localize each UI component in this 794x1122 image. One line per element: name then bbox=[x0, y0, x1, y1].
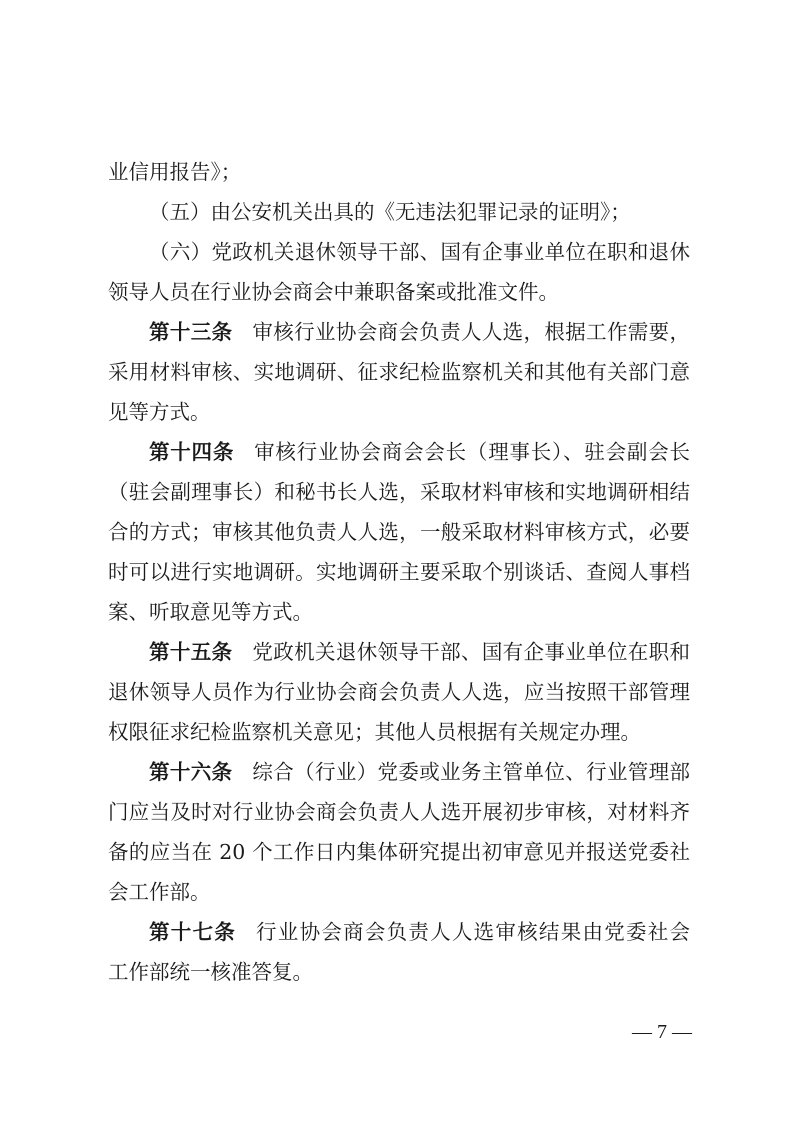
text-line bbox=[108, 960, 690, 984]
text-line bbox=[108, 280, 690, 304]
text-line bbox=[108, 360, 690, 384]
text-line bbox=[149, 200, 690, 224]
line-text: 采用材料审核、实地调研、征求纪检监察机关和其他有关部门意 bbox=[108, 360, 690, 384]
article-heading: 第十七条 bbox=[149, 920, 237, 944]
text-line bbox=[108, 680, 690, 704]
line-text: 合的方式；审核其他负责人人选，一般采取材料审核方式，必要 bbox=[108, 520, 690, 544]
text-line bbox=[149, 440, 690, 464]
line-text: 时可以进行实地调研。实地调研主要采取个别谈话、查阅人事档 bbox=[108, 560, 690, 584]
article-heading: 第十五条 bbox=[149, 640, 233, 664]
text-line bbox=[108, 840, 690, 864]
text-line bbox=[149, 760, 690, 784]
article-heading: 第十三条 bbox=[149, 320, 233, 344]
text-line bbox=[108, 880, 690, 904]
line-text: 门应当及时对行业协会商会负责人人选开展初步审核，对材料齐 bbox=[108, 800, 690, 824]
text-line bbox=[149, 320, 690, 344]
line-text: 党政机关退休领导干部、国有企事业单位在职和 bbox=[252, 640, 690, 664]
line-text: （六）党政机关退休领导干部、国有企事业单位在职和退休 bbox=[149, 240, 690, 264]
article-heading: 第十六条 bbox=[149, 760, 233, 784]
text-line bbox=[108, 800, 690, 824]
line-text: （五）由公安机关出具的《无违法犯罪记录的证明》； bbox=[149, 200, 631, 224]
line-text: 见等方式。 bbox=[108, 400, 211, 424]
text-line bbox=[108, 600, 690, 624]
line-text: 审核行业协会商会负责人人选，根据工作需要， bbox=[252, 320, 690, 344]
line-text: 会工作部。 bbox=[108, 880, 211, 904]
text-line bbox=[108, 720, 690, 744]
page-number: — 7 — bbox=[632, 1021, 692, 1043]
text-line bbox=[108, 160, 690, 184]
line-text: 案、听取意见等方式。 bbox=[108, 600, 313, 624]
line-text: 行业协会商会负责人人选审核结果由党委社会 bbox=[256, 920, 690, 944]
article-heading: 第十四条 bbox=[149, 440, 235, 464]
text-line bbox=[108, 520, 690, 544]
line-text: 业信用报告》； bbox=[108, 160, 242, 184]
text-line bbox=[108, 560, 690, 584]
line-text: 备的应当在 20 个工作日内集体研究提出初审意见并报送党委社 bbox=[108, 840, 690, 864]
line-text: （驻会副理事长）和秘书长人选，采取材料审核和实地调研相结 bbox=[108, 480, 690, 504]
line-text: 综合（行业）党委或业务主管单位、行业管理部 bbox=[252, 760, 690, 784]
text-line bbox=[149, 640, 690, 664]
line-text: 工作部统一核准答复。 bbox=[108, 960, 313, 984]
text-line bbox=[149, 240, 690, 264]
line-text: 审核行业协会商会会长（理事长）、驻会副会长 bbox=[254, 440, 690, 464]
line-text: 领导人员在行业协会商会中兼职备案或批准文件。 bbox=[108, 280, 559, 304]
line-text: 权限征求纪检监察机关意见；其他人员根据有关规定办理。 bbox=[108, 720, 641, 744]
text-line bbox=[108, 400, 690, 424]
text-line bbox=[149, 920, 690, 944]
line-text: 退休领导人员作为行业协会商会负责人人选，应当按照干部管理 bbox=[108, 680, 690, 704]
text-line bbox=[108, 480, 690, 504]
